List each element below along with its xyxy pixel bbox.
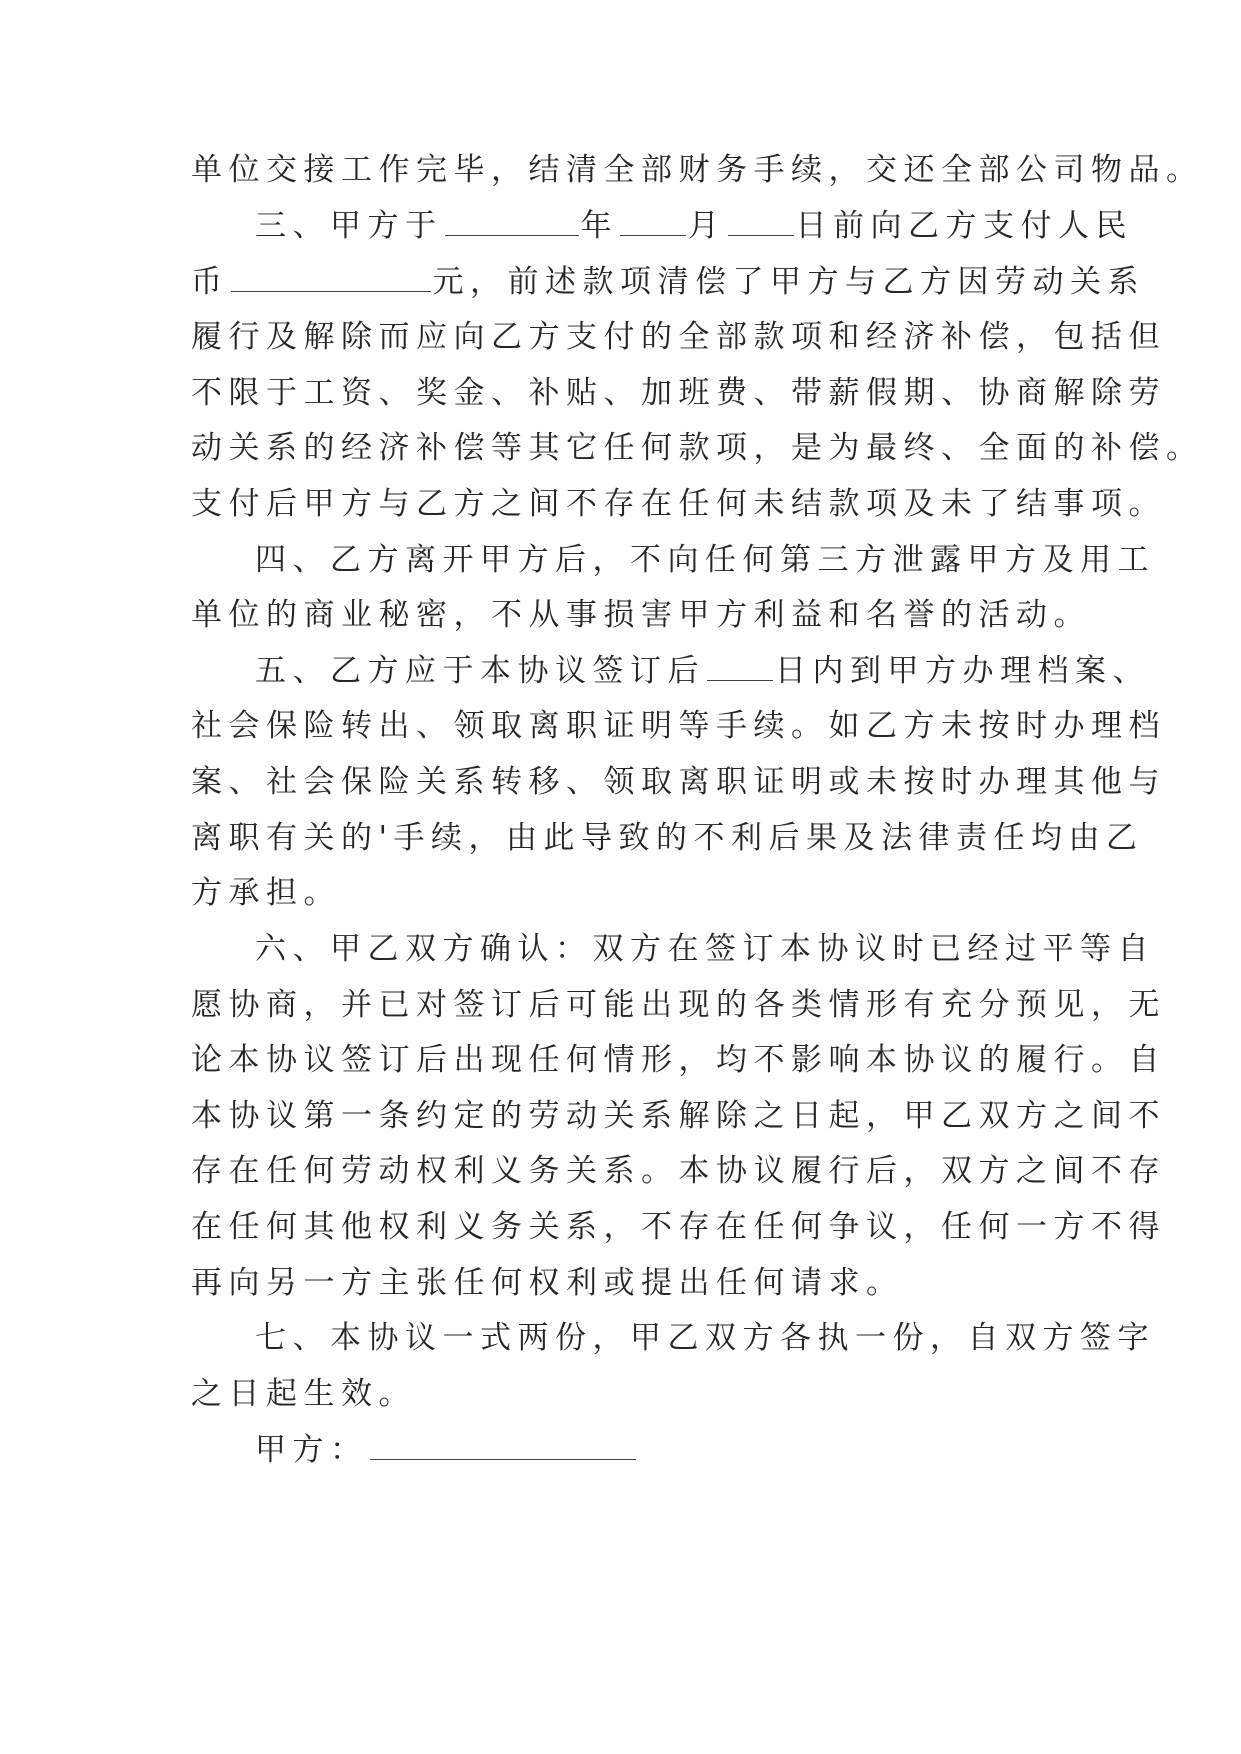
text-line: [191, 762, 1166, 802]
paragraph-text: 四、乙方离开甲方后，不向任何第三方泄露甲方及用工: [255, 542, 1155, 578]
text-line: [191, 1151, 1166, 1191]
party-a-signature-blank[interactable]: [370, 1433, 636, 1460]
fill-in-blank-date-month[interactable]: [620, 209, 686, 236]
text-line: [255, 206, 1133, 246]
text-line: [255, 540, 1155, 580]
paragraph-text: 存在任何劳动权利义务关系。本协议履行后，双方之间不存: [191, 1153, 1166, 1189]
fill-in-blank-date-day[interactable]: [728, 209, 794, 236]
paragraph-text: 动关系的经济补偿等其它任何款项，是为最终、全面的补偿。: [191, 430, 1204, 466]
paragraph-text: 不限于工资、奖金、补贴、加班费、带薪假期、协商解除劳: [191, 375, 1166, 411]
paragraph-text: 支付后甲方与乙方之间不存在任何未结款项及未了结事项。: [191, 486, 1166, 522]
paragraph-text: 案、社会保险关系转移、领取离职证明或未按时办理其他与: [191, 764, 1166, 800]
text-line: [191, 873, 341, 913]
paragraph-text: 币: [191, 264, 229, 300]
paragraph-text: 月: [688, 208, 726, 244]
paragraph-text: 年: [580, 208, 618, 244]
text-line: [191, 373, 1166, 413]
text-line: [191, 1096, 1166, 1136]
fill-in-blank-amount[interactable]: [231, 265, 431, 292]
text-line: [191, 595, 1091, 635]
paragraph-text: 日前向乙方支付人民: [795, 208, 1133, 244]
text-line: [255, 929, 1155, 969]
paragraph-text: 愿协商，并已对签订后可能出现的各类情形有充分预见，无: [191, 987, 1166, 1023]
paragraph-text: 单位的商业秘密，不从事损害甲方利益和名誉的活动。: [191, 597, 1091, 633]
paragraph-text: 元，前述款项清偿了甲方与乙方因劳动关系: [432, 264, 1145, 300]
text-line: [191, 262, 1145, 302]
paragraph-text: 方承担。: [191, 875, 341, 911]
fill-in-blank-date-year[interactable]: [445, 209, 579, 236]
paragraph-text: 六、甲乙双方确认：双方在签订本协议时已经过平等自: [255, 931, 1155, 967]
paragraph-text: 履行及解除而应向乙方支付的全部款项和经济补偿，包括但: [191, 319, 1166, 355]
text-line: [191, 484, 1166, 524]
text-line: [191, 1263, 904, 1303]
paragraph-text: 在任何其他权利义务关系，不存在任何争议，任何一方不得: [191, 1209, 1166, 1245]
paragraph-text: 五、乙方应于本协议签订后: [255, 653, 705, 689]
paragraph-text: 离职有关的'手续，由此导致的不利后果及法律责任均由乙: [191, 820, 1144, 856]
text-line: [191, 428, 1204, 468]
paragraph-text: 七、本协议一式两份，甲乙双方各执一份，自双方签字: [255, 1320, 1155, 1356]
party-a-label: 甲方：: [255, 1432, 368, 1468]
paragraph-text: 单位交接工作完毕，结清全部财务手续，交还全部公司物品。: [191, 152, 1204, 188]
text-line: [191, 150, 1204, 190]
paragraph-text: 本协议第一条约定的劳动关系解除之日起，甲乙双方之间不: [191, 1098, 1166, 1134]
text-line: [191, 1207, 1166, 1247]
text-line: [191, 985, 1166, 1025]
signature-line: [255, 1430, 638, 1470]
text-line: [191, 818, 1144, 858]
paragraph-text: 之日起生效。: [191, 1376, 416, 1412]
paragraph-text: 社会保险转出、领取离职证明等手续。如乙方未按时办理档: [191, 708, 1166, 744]
text-line: [191, 1040, 1166, 1080]
fill-in-blank-days[interactable]: [707, 654, 773, 681]
paragraph-text: 论本协议签订后出现任何情形，均不影响本协议的履行。自: [191, 1042, 1166, 1078]
paragraph-text: 三、甲方于: [255, 208, 443, 244]
text-line: [191, 706, 1166, 746]
paragraph-text: 再向另一方主张任何权利或提出任何请求。: [191, 1265, 904, 1301]
paragraph-text: 日内到甲方办理档案、: [775, 653, 1150, 689]
text-line: [191, 317, 1166, 357]
text-line: [255, 1318, 1155, 1358]
text-line: [191, 1374, 416, 1414]
text-line: [255, 651, 1150, 691]
